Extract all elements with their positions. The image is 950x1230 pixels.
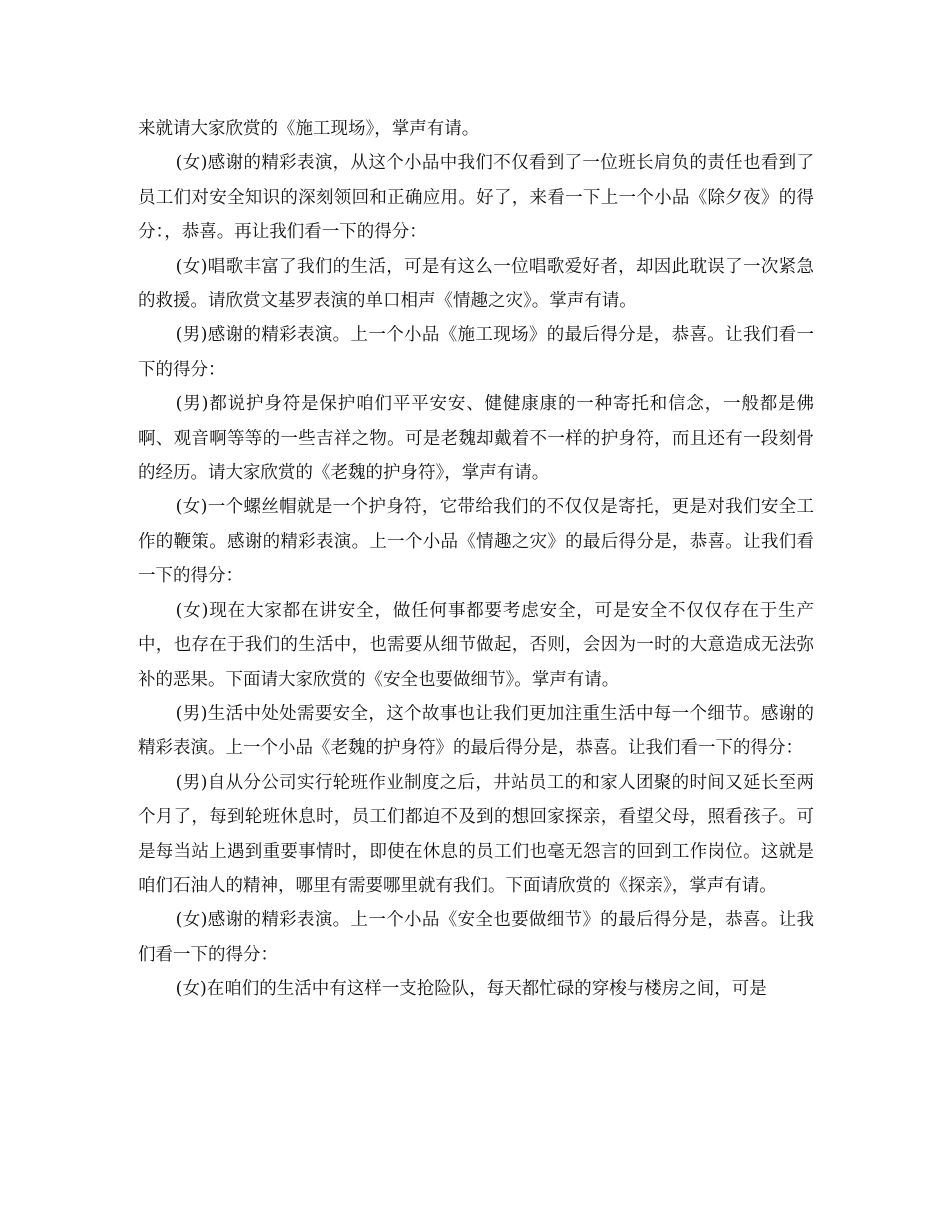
paragraph: (女)唱歌丰富了我们的生活，可是有这么一位唱歌爱好者，却因此耽误了一次紧急的救援。请欣赏文基罗表演的单口相声《情趣之灾》。掌声有请。 <box>138 256 814 312</box>
paragraph: (男)生活中处处需要安全，这个故事也让我们更加注重生活中每一个细节。感谢的精彩表演。上一个小品《老魏的护身符》的最后得分是，恭喜。让我们看一下的得分： <box>138 703 814 759</box>
paragraph: (女)一个螺丝帽就是一个护身符，它带给我们的不仅仅是寄托，更是对我们安全工作的鞭策。感谢的精彩表演。上一个小品《情趣之灾》的最后得分是，恭喜。让我们看一下的得分： <box>138 497 814 587</box>
paragraph: (女)在咱们的生活中有这样一支抢险队，每天都忙碌的穿梭与楼房之间，可是 <box>175 979 767 1000</box>
document-page <box>138 112 814 1007</box>
paragraph: 来就请大家欣赏的《施工现场》，掌声有请。 <box>138 119 480 139</box>
paragraph: (男)都说护身符是保护咱们平平安安、健健康康的一种寄托和信念，一般都是佛啊、观音啊等等的一些吉祥之物。可是老魏却戴着不一样的护身符，而且还有一段刻骨的经历。请大家欣赏的《老魏的护身符》，掌声有请。 <box>138 394 814 484</box>
paragraph: (男)感谢的精彩表演。上一个小品《施工现场》的最后得分是，恭喜。让我们看一下的得分： <box>138 325 814 380</box>
paragraph: (女)感谢的精彩表演。上一个小品《安全也要做细节》的最后得分是，恭喜。让我们看一下的得分： <box>138 910 814 965</box>
paragraph: (女)感谢的精彩表演，从这个小品中我们不仅看到了一位班长肩负的责任也看到了员工们对安全知识的深刻领回和正确应用。好了，来看一下上一个小品《除夕夜》的得分：，恭喜。再让我们看一下的得分： <box>138 153 814 243</box>
paragraph: (男)自从分公司实行轮班作业制度之后，井站员工的和家人团聚的时间又延长至两个月了，每到轮班休息时，员工们都迫不及到的想回家探亲，看望父母，照看孩子。可是每当站上遇到重要事情时，即使在休息的员工们也毫无怨言的回到工作岗位。这就是咱们石油人的精神，哪里有需要哪里就有我们。下面请欣赏的《探亲》，掌声有请。 <box>138 772 814 896</box>
paragraph: (女)现在大家都在讲安全，做任何事都要考虑安全，可是安全不仅仅存在于生产中，也存在于我们的生活中，也需要从细节做起，否则，会因为一时的大意造成无法弥补的恶果。下面请大家欣赏的《安全也要做细节》。掌声有请。 <box>138 600 814 690</box>
